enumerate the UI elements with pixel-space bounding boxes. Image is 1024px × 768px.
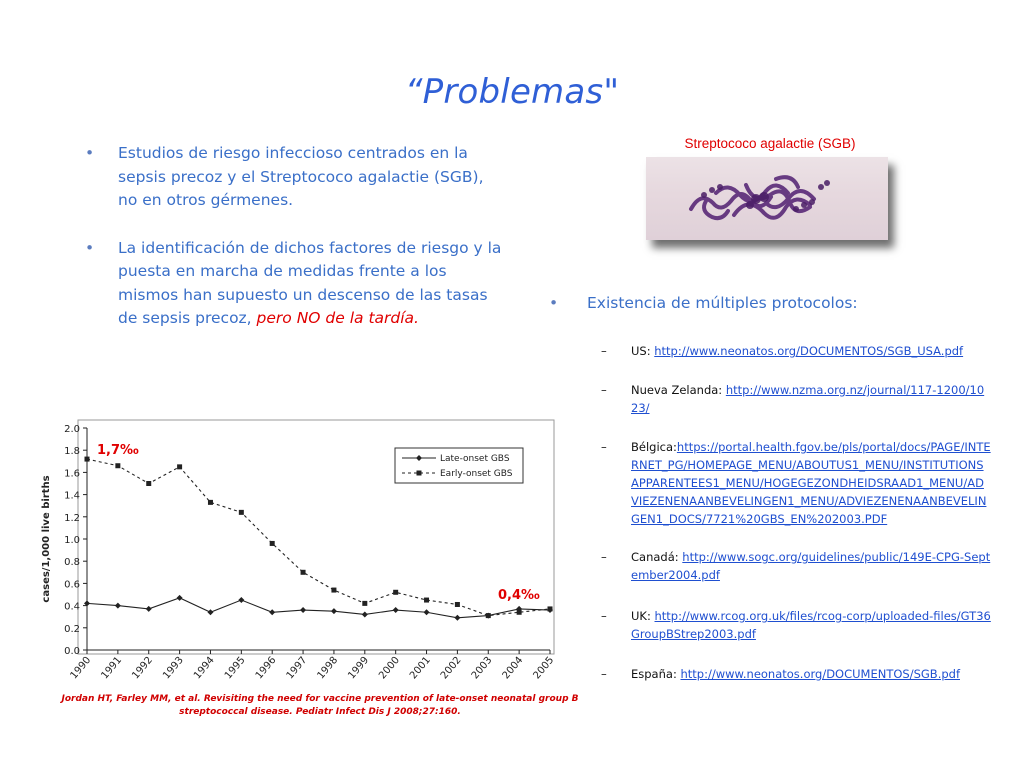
x-tick-label: 2002 — [438, 654, 464, 682]
data-point-early-onset — [455, 602, 460, 607]
y-tick-label: 0.2 — [64, 623, 80, 635]
data-point-early-onset — [146, 481, 151, 486]
data-point-late-onset — [300, 607, 306, 613]
data-point-early-onset — [239, 510, 244, 515]
x-tick-label: 1992 — [130, 654, 156, 682]
data-point-late-onset — [269, 609, 275, 615]
protocol-link[interactable]: http://www.sogc.org/guidelines/public/149E-CPG-September2004.pdf — [631, 550, 991, 582]
bullet-emphasis: pero NO de la tardía. — [256, 309, 419, 327]
data-point-early-onset — [393, 590, 398, 595]
x-tick-label: 1991 — [99, 654, 125, 682]
legend-marker-early-onset — [417, 471, 422, 476]
protocol-link[interactable]: http://www.rcog.org.uk/files/rcog-corp/uploaded-files/GT36GroupBStrep2003.pdf — [631, 609, 991, 641]
legend-label-late-onset: Late-onset GBS — [440, 454, 510, 464]
x-tick-label: 1995 — [222, 654, 248, 682]
protocol-label: Nueva Zelanda: — [631, 383, 726, 397]
data-point-late-onset — [115, 603, 121, 609]
dash-icon: – — [601, 667, 607, 681]
data-point-early-onset — [115, 463, 120, 468]
data-point-late-onset — [454, 615, 460, 621]
data-point-early-onset — [548, 606, 553, 611]
x-tick-label: 2003 — [469, 654, 495, 682]
x-tick-label: 2004 — [500, 654, 526, 682]
bullet-item — [85, 237, 505, 331]
y-tick-label: 0.6 — [64, 579, 80, 591]
protocol-link[interactable]: https://portal.health.fgov.be/pls/portal/docs/PAGE/INTERNET_PG/HOMEPAGE_MENU/ABOUTUS1_MENU/INSTITUTIONSAPPARENTEES1_MENU/HOGEGEZONDHEIDSRAAD1_MENU/ADVIEZENENAANBEVELINGEN1_MENU/ADVIEZENENAANBEVELINGEN1_DOCS/7721%20GBS_EN%202003.PDF — [631, 440, 991, 526]
protocol-item-us — [601, 342, 991, 360]
y-tick-label: 1.6 — [64, 468, 80, 480]
x-tick-label: 1994 — [191, 654, 217, 682]
x-tick-label: 1990 — [68, 654, 94, 682]
bacteria-micrograph-image — [646, 157, 888, 240]
protocol-link[interactable]: http://www.neonatos.org/DOCUMENTOS/SGB_USA.pdf — [654, 344, 964, 358]
protocol-label: UK: — [631, 609, 655, 623]
legend-label-early-onset: Early-onset GBS — [440, 469, 513, 479]
x-tick-label: 2001 — [408, 654, 433, 682]
data-point-early-onset — [424, 598, 429, 603]
bullet-item — [85, 142, 505, 213]
x-tick-label: 1998 — [315, 654, 341, 682]
protocol-item-uk — [601, 607, 991, 643]
data-point-early-onset — [301, 570, 306, 575]
data-point-late-onset — [177, 595, 183, 601]
data-point-early-onset — [85, 457, 90, 462]
data-point-late-onset — [238, 597, 244, 603]
y-tick-label: 0.0 — [64, 646, 80, 657]
protocol-item-canada — [601, 548, 991, 584]
bullet-text: La identificación de dichos factores de riesgo y la puesta en marcha de medidas frente a los mismos han supuesto un descenso de las tasas de sepsis precoz, — [118, 238, 502, 327]
gbs-incidence-chart — [40, 412, 556, 692]
data-point-early-onset — [517, 610, 522, 615]
y-tick-label: 0.8 — [64, 557, 80, 569]
dash-icon: – — [601, 344, 607, 358]
y-tick-label: 2.0 — [64, 424, 80, 435]
bullet-dot-icon: • — [85, 144, 95, 162]
data-point-late-onset — [362, 611, 368, 617]
protocol-item-nz — [601, 381, 991, 417]
y-tick-label: 1.8 — [64, 446, 80, 458]
data-point-early-onset — [362, 601, 367, 606]
dash-icon: – — [601, 383, 607, 397]
protocols-heading: Existencia de múltiples protocolos: — [587, 294, 858, 312]
protocol-label: Canadá: — [631, 550, 683, 564]
data-point-late-onset — [146, 606, 152, 612]
x-tick-label: 2000 — [377, 654, 402, 682]
y-tick-label: 1.0 — [64, 535, 80, 546]
chart-svg — [40, 412, 556, 692]
protocol-item-spain — [601, 665, 991, 683]
citation: Jordan HT, Farley MM, et al. Revisiting the need for vaccine prevention of late-onset neonatal group B streptococcal disease. Pediatr Infect Dis J 2008;27:160. — [61, 694, 579, 717]
data-point-late-onset — [424, 609, 430, 615]
y-axis-label: cases/1,000 live births — [41, 475, 52, 603]
protocol-link[interactable]: http://www.neonatos.org/DOCUMENTOS/SGB.pdf — [680, 667, 960, 681]
x-tick-label: 2005 — [531, 654, 556, 682]
y-tick-label: 1.2 — [64, 512, 80, 524]
data-point-early-onset — [208, 500, 213, 505]
y-tick-label: 0.4 — [64, 601, 80, 613]
bullet-dot-icon: • — [85, 238, 95, 257]
micrograph-graphic — [646, 157, 888, 240]
protocol-link[interactable]: http://www.nzma.org.nz/journal/117-1200/1023/ — [631, 383, 985, 415]
bullet-text: Estudios de riesgo infeccioso centrados en la sepsis precoz y el Streptococo agalactie (SGB), no en otros gérmenes. — [118, 144, 484, 209]
x-tick-label: 1996 — [253, 654, 279, 682]
data-point-late-onset — [393, 607, 399, 613]
x-tick-label: 1999 — [346, 654, 372, 682]
protocol-item-belgium — [601, 438, 991, 528]
dash-icon: – — [601, 609, 607, 623]
x-tick-label: 1993 — [161, 654, 186, 682]
data-point-late-onset — [207, 609, 213, 615]
data-point-early-onset — [331, 588, 336, 593]
data-point-early-onset — [486, 613, 491, 618]
dash-icon: – — [601, 440, 607, 454]
dash-icon: – — [601, 550, 607, 564]
x-tick-label: 1997 — [284, 654, 310, 682]
protocol-label: US: — [631, 344, 655, 358]
y-tick-label: 1.4 — [64, 490, 80, 502]
data-point-late-onset — [331, 608, 337, 614]
slide-title: “Problemas" — [404, 72, 620, 112]
data-point-early-onset — [270, 541, 275, 546]
annotation-early-start: 1,7‰ — [97, 443, 139, 458]
annotation-end-value: 0,4‰ — [498, 588, 540, 603]
protocol-label: España: — [631, 667, 681, 681]
bullet-dot-icon: • — [549, 294, 559, 312]
image-caption: Streptococo agalactie (SGB) — [684, 136, 856, 151]
series-line-late-onset — [87, 598, 550, 618]
data-point-early-onset — [177, 464, 182, 469]
protocol-label: Bélgica: — [631, 440, 677, 454]
left-bullet-list — [85, 142, 505, 355]
protocols-bullet — [549, 294, 989, 312]
